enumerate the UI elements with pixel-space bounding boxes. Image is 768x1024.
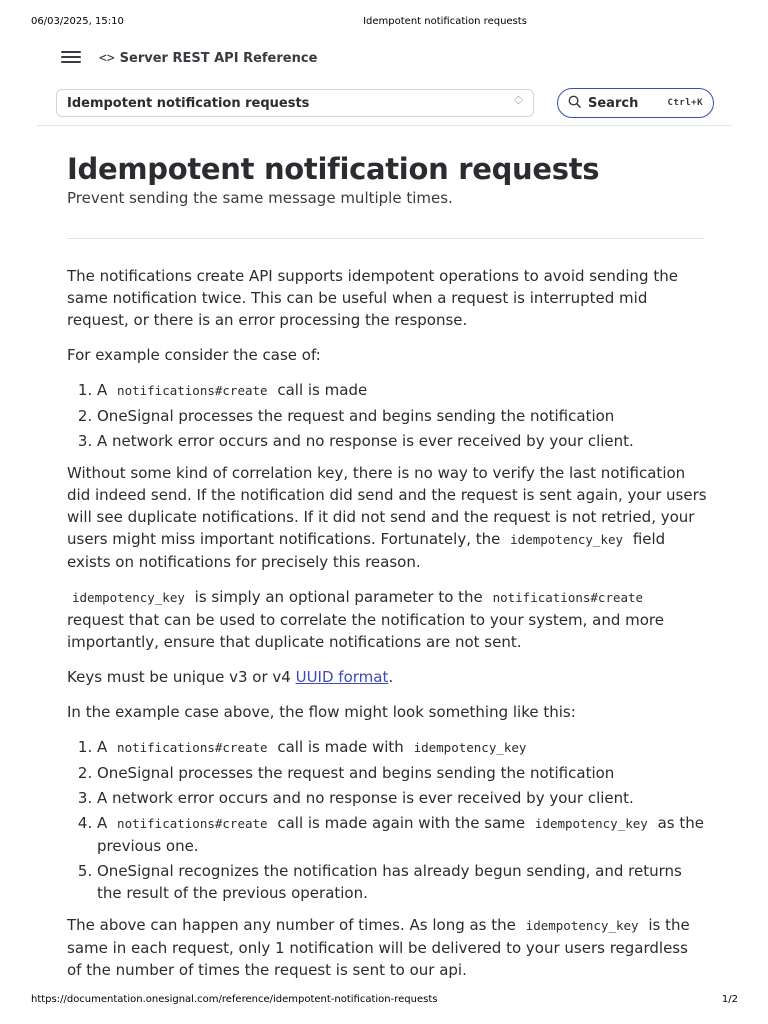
article: [67, 150, 707, 994]
uuid-paragraph: Keys must be unique v3 or v4 UUID format.: [67, 668, 394, 686]
search-shortcut: Ctrl+K: [667, 98, 703, 108]
hamburger-icon[interactable]: [61, 48, 81, 66]
flow-list: [97, 736, 707, 904]
summary-paragraph: The above can happen any number of times. As long as the idempotency_key is the same in each request, only 1 notification will be delivered to your users regardless of the number of times the request is sent to our api.: [67, 916, 690, 979]
page-select-value: Idempotent notification requests: [67, 96, 310, 111]
correlation-paragraph: Without some kind of correlation key, there is no way to verify the last notification did indeed send. If the notification did send and the request is sent again, your users will see duplicate notifications. If it did not send and the request is not retried, your users might miss important notifications. Fortunately, the idempotency_key field exists on notifications for precisely this reason.: [67, 464, 707, 571]
inline-code: notifications#create: [117, 740, 268, 755]
search-icon: [568, 95, 581, 108]
parameter-paragraph: idempotency_key is simply an optional parameter to the notifications#create request that can be used to correlate the notification to your system, and more importantly, ensure that duplicate notifications are not sent.: [67, 588, 664, 651]
inline-code: idempotency_key: [413, 740, 527, 755]
divider: [67, 238, 704, 239]
inline-code: notifications#create: [492, 590, 644, 605]
search-label: Search: [588, 96, 639, 111]
top-navigation: [37, 36, 732, 126]
print-header: [0, 16, 768, 30]
inline-code: idempotency_key: [510, 532, 624, 547]
inline-code: notifications#create: [117, 383, 268, 398]
chevron-up-down-icon: ︿ ﹀: [513, 92, 523, 111]
print-url: https://documentation.onesignal.com/reference/idempotent-notification-requests: [31, 994, 438, 1005]
reference-label: Server REST API Reference: [119, 50, 318, 66]
page-number: 1/2: [721, 994, 738, 1005]
list-item: 2. OneSignal processes the request and begins sending the notification: [97, 405, 707, 427]
inline-code: idempotency_key: [525, 918, 639, 933]
inline-code: notifications#create: [117, 816, 268, 831]
example-list: [97, 379, 707, 452]
print-title: Idempotent notification requests: [363, 16, 527, 27]
search-button[interactable]: [557, 88, 714, 118]
list-item: 5. OneSignal recognizes the notification has already begun sending, and returns the result of the previous operation.: [97, 860, 707, 904]
inline-code: idempotency_key: [534, 816, 648, 831]
print-footer: [0, 994, 768, 1008]
reference-link[interactable]: [99, 48, 317, 68]
list-item: 1. A notifications#create call is made with idempotency_key: [97, 736, 707, 759]
code-icon: <>: [99, 50, 115, 66]
list-item: 1. A notifications#create call is made: [97, 379, 707, 402]
uuid-format-link[interactable]: UUID format: [295, 668, 389, 686]
example-intro: For example consider the case of:: [67, 346, 321, 364]
list-item: 3. A network error occurs and no response is ever received by your client.: [97, 787, 707, 809]
list-item: 3. A network error occurs and no response is ever received by your client.: [97, 430, 707, 452]
list-item: 4. A notifications#create call is made again with the same idempotency_key as the previous one.: [97, 812, 707, 857]
inline-code: idempotency_key: [72, 590, 185, 605]
list-item: 2. OneSignal processes the request and begins sending the notification: [97, 762, 707, 784]
page-subtitle: Prevent sending the same message multiple times.: [67, 189, 453, 207]
page-title: Idempotent notification requests: [67, 152, 600, 186]
print-date: 06/03/2025, 15:10: [31, 16, 124, 27]
flow-intro: In the example case above, the flow might look something like this:: [67, 703, 576, 721]
intro-paragraph: The notifications create API supports idempotent operations to avoid sending the same notification twice. This can be useful when a request is interrupted mid request, or there is an error processing the response.: [67, 267, 678, 329]
page-select[interactable]: [56, 89, 534, 117]
